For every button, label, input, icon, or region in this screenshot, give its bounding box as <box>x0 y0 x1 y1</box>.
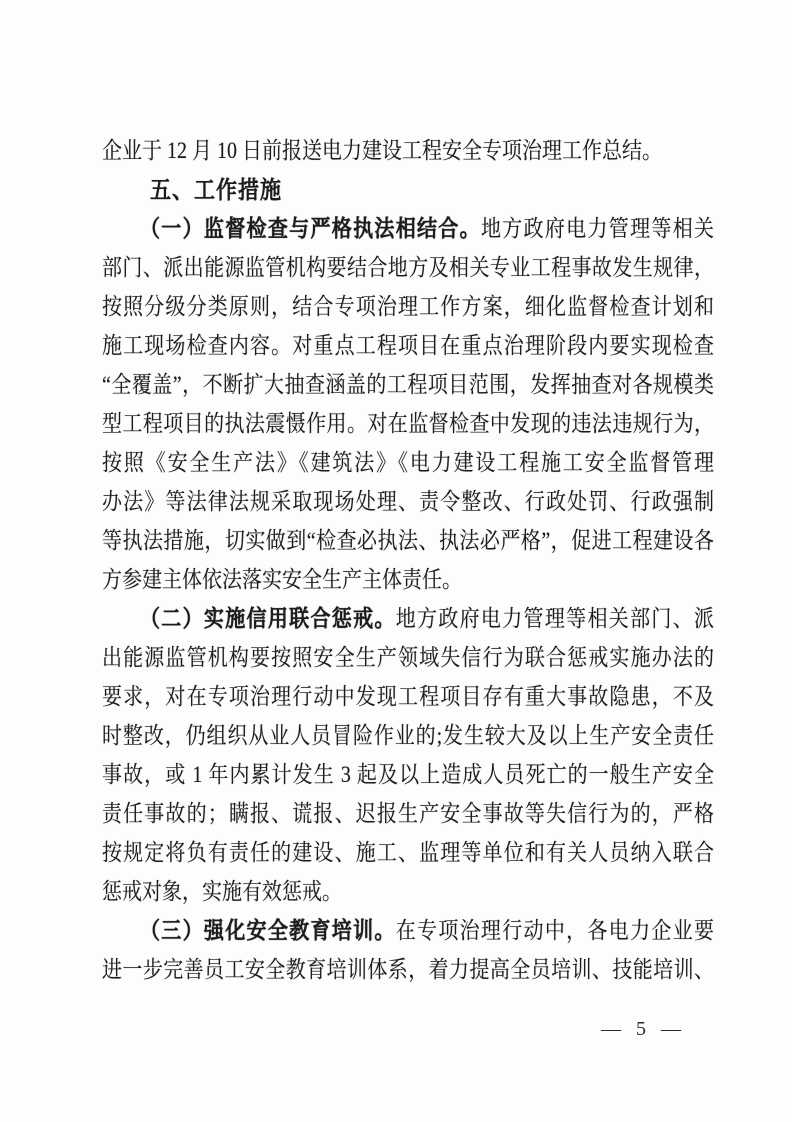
paragraph-1-lead: （一）监督检查与严格执法相结合。 <box>140 216 481 242</box>
document-line: 型工程项目的执法震慑作用。对在监督检查中发现的违法违规行为， <box>102 411 714 437</box>
paragraph-2-lead: （二）实施信用联合惩戒。 <box>140 606 396 632</box>
section-heading: 五、工作措施 <box>150 177 282 204</box>
continuation-line: 企业于 12 月 10 日前报送电力建设工程安全专项治理工作总结。 <box>102 138 662 164</box>
document-line: 办法》等法律法规采取现场处理、责令整改、行政处罚、行政强制 <box>102 489 714 515</box>
paragraph-3-first-line-rest: 在专项治理行动中，各电力企业要 <box>395 918 714 944</box>
paragraph-1 <box>102 210 714 600</box>
paragraph-2 <box>102 600 714 912</box>
paragraph-3 <box>102 912 714 990</box>
document-line: 惩戒对象，实施有效惩戒。 <box>102 879 342 905</box>
document-line: 时整改，仍组织从业人员冒险作业的;发生较大及以上生产安全责任 <box>102 723 714 749</box>
paragraph-1-first-line-rest: 地方政府电力管理等相关 <box>480 216 714 242</box>
document-line: 进一步完善员工安全教育培训体系，着力提高全员培训、技能培训、 <box>102 957 714 983</box>
document-line: 按照分级分类原则，结合专项治理工作方案，细化监督检查计划和 <box>102 294 714 320</box>
document-line: 事故，或 1 年内累计发生 3 起及以上造成人员死亡的一般生产安全 <box>102 762 714 788</box>
document-line: 按规定将负有责任的建设、施工、监理等单位和有关人员纳入联合 <box>102 840 714 866</box>
document-line: 施工现场检查内容。对重点工程项目在重点治理阶段内要实现检查 <box>102 333 714 359</box>
document-line: 要求，对在专项治理行动中发现工程项目存有重大事故隐患，不及 <box>102 684 714 710</box>
document-line: 按照《安全生产法》《建筑法》《电力建设工程施工安全监督管理 <box>102 450 714 476</box>
paragraph-3-lead: （三）强化安全教育培训。 <box>140 918 396 944</box>
page-number: — 5 — <box>601 1018 683 1040</box>
document-line: “全覆盖”，不断扩大抽查涵盖的工程项目范围，发挥抽查对各规模类 <box>102 372 714 398</box>
document-line: 出能源监管机构要按照安全生产领域失信行为联合惩戒实施办法的 <box>102 645 714 671</box>
paragraph-2-first-line-rest: 地方政府电力管理等相关部门、派 <box>395 606 714 632</box>
document-body <box>102 132 714 990</box>
document-line: 部门、派出能源监管机构要结合地方及相关专业工程事故发生规律， <box>102 255 714 281</box>
document-line: 责任事故的；瞒报、谎报、迟报生产安全事故等失信行为的，严格 <box>102 801 714 827</box>
document-line: 方参建主体依法落实安全生产主体责任。 <box>102 567 462 593</box>
document-line: 等执法措施，切实做到“检查必执法、执法必严格”，促进工程建设各 <box>102 528 714 554</box>
